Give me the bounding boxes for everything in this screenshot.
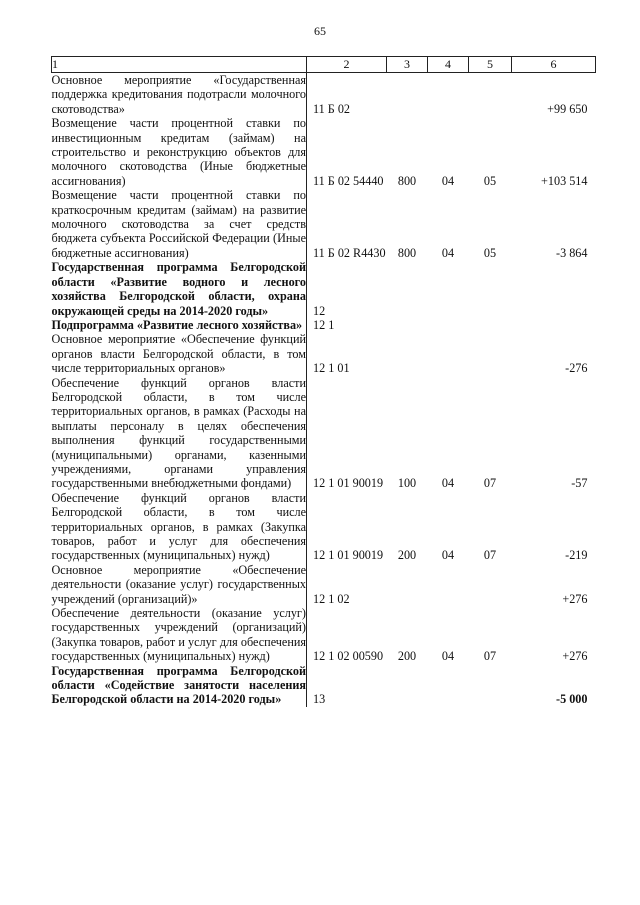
row-sum-cell: -57 [571, 476, 588, 491]
row-name-cell: Возмещение части процентной ставки по инвестиционным кредитам (займам) на строительство и реконструкцию объектов для молочного скотоводства (Иные бюджетные ассигнования) [51, 116, 306, 188]
row-pr-cell [469, 664, 512, 707]
table-row [52, 73, 596, 117]
row-name-cell: Основное мероприятие «Обеспечение деятельности (оказание услуг) государственных учреждений (организаций)» [51, 562, 306, 606]
row-sum-cell: +276 [562, 591, 588, 606]
row-vr-cell [387, 73, 428, 117]
row-pr-cell [469, 332, 512, 375]
row-pr-cell: 07 [483, 548, 497, 563]
row-vr-cell: 800 [397, 173, 417, 188]
row-sum-cell: +276 [562, 649, 588, 664]
row-name-cell: Подпрограмма «Развитие лесного хозяйства» [52, 318, 307, 332]
row-sum-cell: -276 [565, 361, 588, 376]
row-rz-cell: 04 [441, 548, 455, 563]
row-name-cell: Возмещение части процентной ставки по краткосрочным кредитам (займам) на развитие молочного скотоводства за счет средств бюджета субъекта Российской Федерации (Иные бюджетные ассигнования) [51, 188, 306, 260]
row-code-cell: 12 1 02 [313, 591, 350, 606]
row-pr-cell: 07 [483, 476, 497, 491]
row-sum-cell: -5 000 [556, 692, 588, 707]
row-rz-cell [428, 664, 469, 707]
row-name-cell: Основное мероприятие «Обеспечение функций органов власти Белгородской области, в том числе территориальных органов» [51, 332, 306, 376]
row-code-cell: 12 1 01 [313, 361, 350, 376]
row-pr-cell: 05 [483, 173, 497, 188]
row-vr-cell [387, 563, 428, 606]
row-code-cell: 12 1 01 90019 [313, 548, 384, 563]
row-code-cell: 11 Б 02 54440 [313, 173, 384, 188]
row-vr-cell [387, 664, 428, 707]
table-row [52, 563, 596, 606]
column-header-4: 4 [428, 57, 469, 73]
row-pr-cell [469, 563, 512, 606]
row-pr-cell: 05 [483, 245, 497, 260]
column-header-1: 1 [52, 57, 307, 73]
table-row [52, 376, 596, 491]
row-sum-cell: -219 [565, 548, 588, 563]
row-rz-cell [428, 318, 469, 332]
table-row [52, 188, 596, 260]
row-rz-cell: 04 [441, 649, 455, 664]
row-name-cell: Государственная программа Белгородской области «Развитие водного и лесного хозяйства Белгородской области, охрана окружающей среды на 2014-2020 годы» [51, 260, 306, 318]
column-header-6: 6 [512, 57, 596, 73]
table-row [52, 332, 596, 375]
row-code-cell: 12 1 01 90019 [313, 476, 384, 491]
row-rz-cell: 04 [441, 173, 455, 188]
row-sum-cell: +99 650 [547, 101, 588, 116]
row-name-cell: Основное мероприятие «Государственная поддержка кредитования подотрасли молочного скотоводства» [51, 73, 306, 116]
row-sum-cell [512, 260, 596, 318]
row-rz-cell: 04 [441, 245, 455, 260]
table-row [52, 606, 596, 664]
row-code-cell: 11 Б 02 R4430 [313, 245, 386, 260]
column-header-2: 2 [307, 57, 387, 73]
row-vr-cell: 200 [397, 548, 417, 563]
table-row [52, 260, 596, 318]
header-row [52, 57, 596, 73]
row-code-cell: 12 [313, 303, 326, 318]
row-name-cell: Обеспечение функций органов власти Белгородской области, в том числе территориальных органов, в рамках (Закупка товаров, работ и услуг для обеспечения государственных (муниципальных) нужд) [51, 490, 306, 563]
row-pr-cell [469, 73, 512, 117]
row-name-cell: Обеспечение функций органов власти Белгородской области, в том числе территориальных органов, в рамках (Расходы на выплаты персоналу в целях обеспечения выполнения функций государственными (муниципальными) органами, казенными учреждениями, органами управления государственными внебюджетными фондами) [51, 375, 306, 491]
row-pr-cell [469, 260, 512, 318]
page-number: 65 [314, 24, 326, 38]
row-vr-cell [387, 318, 428, 332]
row-name-cell: Обеспечение деятельности (оказание услуг) государственных учреждений (организаций) (Закупка товаров, работ и услуг для обеспечения государственных (муниципальных) нужд) [51, 606, 306, 664]
table-row [52, 664, 596, 707]
table-row [52, 116, 596, 188]
budget-table [51, 56, 596, 707]
row-sum-cell: +103 514 [541, 173, 588, 188]
row-code-cell: 11 Б 02 [313, 101, 351, 116]
column-header-3: 3 [387, 57, 428, 73]
row-vr-cell: 100 [397, 476, 417, 491]
row-name-cell: Государственная программа Белгородской области «Содействие занятости населения Белгородской области на 2014-2020 годы» [51, 663, 306, 707]
row-sum-cell [512, 318, 596, 332]
table-row [52, 491, 596, 563]
row-sum-cell: -3 864 [556, 245, 588, 260]
row-vr-cell [387, 260, 428, 318]
row-rz-cell [428, 332, 469, 375]
row-code-cell: 13 [313, 692, 326, 707]
row-rz-cell [428, 73, 469, 117]
row-code-cell: 12 1 [313, 317, 335, 332]
row-rz-cell [428, 563, 469, 606]
row-rz-cell: 04 [441, 476, 455, 491]
row-pr-cell [469, 318, 512, 332]
row-vr-cell: 800 [397, 245, 417, 260]
row-vr-cell: 200 [397, 649, 417, 664]
row-code-cell: 12 1 02 00590 [313, 649, 384, 664]
row-vr-cell [387, 332, 428, 375]
row-pr-cell: 07 [483, 649, 497, 664]
table-row [52, 318, 596, 332]
row-rz-cell [428, 260, 469, 318]
column-header-5: 5 [469, 57, 512, 73]
